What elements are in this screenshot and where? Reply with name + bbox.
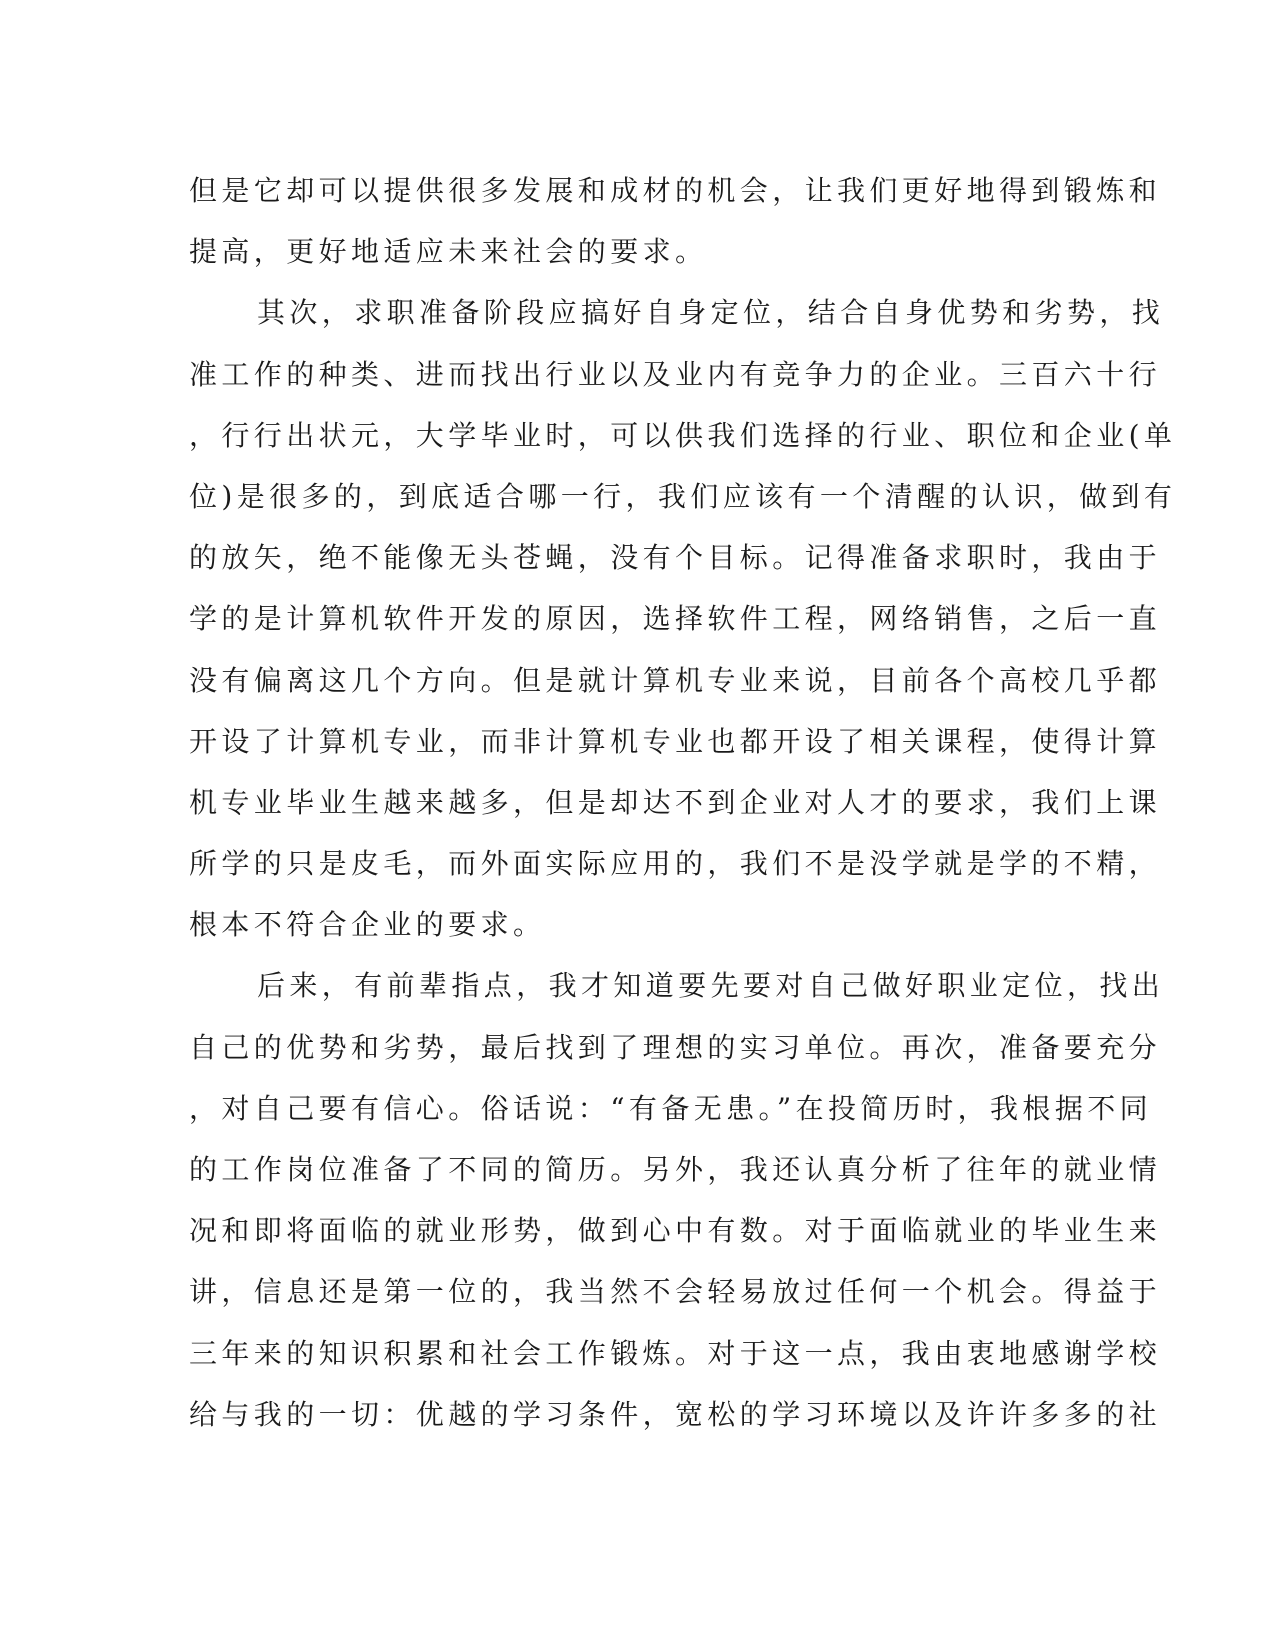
body-text [189, 160, 1177, 1445]
text-line: 开设了计算机专业，而非计算机专业也都开设了相关课程，使得计算 [189, 724, 1162, 758]
paragraph-start-line: 其次，求职准备阶段应搞好自身定位，结合自身优势和劣势，找 [257, 296, 1165, 330]
text-line: 的放矢，绝不能像无头苍蝇，没有个目标。记得准备求职时，我由于 [189, 541, 1162, 575]
text-line: 但是它却可以提供很多发展和成材的机会，让我们更好地得到锻炼和 [189, 174, 1162, 207]
text-line: 讲，信息还是第一位的，我当然不会轻易放过任何一个机会。得益于 [189, 1275, 1162, 1309]
text-line: 的工作岗位准备了不同的简历。另外，我还认真分析了往年的就业情 [189, 1153, 1162, 1186]
text-line: ，对自己要有信心。俗话说：“有备无患。”在投简历时，我根据不同 [189, 1091, 1153, 1125]
paragraph-start-line: 后来，有前辈指点，我才知道要先要对自己做好职业定位，找出 [257, 969, 1165, 1003]
text-line: 自己的优势和劣势，最后找到了理想的实习单位。再次，准备要充分 [189, 1030, 1162, 1064]
text-line: 位)是很多的，到底适合哪一行，我们应该有一个清醒的认识，做到有 [189, 479, 1177, 513]
text-line: 准工作的种类、进而找出行业以及业内有竞争力的企业。三百六十行 [189, 357, 1162, 391]
text-line: 况和即将面临的就业形势，做到心中有数。对于面临就业的毕业生来 [189, 1214, 1162, 1248]
text-line: 根本不符合企业的要求。 [189, 908, 546, 942]
text-line: 学的是计算机软件开发的原因，选择软件工程，网络销售，之后一直 [189, 602, 1162, 636]
text-line: 提高，更好地适应未来社会的要求。 [189, 235, 708, 269]
text-line: 所学的只是皮毛，而外面实际应用的，我们不是没学就是学的不精， [189, 847, 1162, 881]
text-line: ，行行出状元，大学毕业时，可以供我们选择的行业、职位和企业(单 [189, 418, 1177, 452]
text-line: 没有偏离这几个方向。但是就计算机专业来说，目前各个高校几乎都 [189, 663, 1162, 697]
text-line: 机专业毕业生越来越多，但是却达不到企业对人才的要求，我们上课 [189, 785, 1162, 819]
text-line: 给与我的一切：优越的学习条件，宽松的学习环境以及许许多多的社 [189, 1397, 1162, 1431]
text-line: 三年来的知识积累和社会工作锻炼。对于这一点，我由衷地感谢学校 [189, 1336, 1162, 1370]
